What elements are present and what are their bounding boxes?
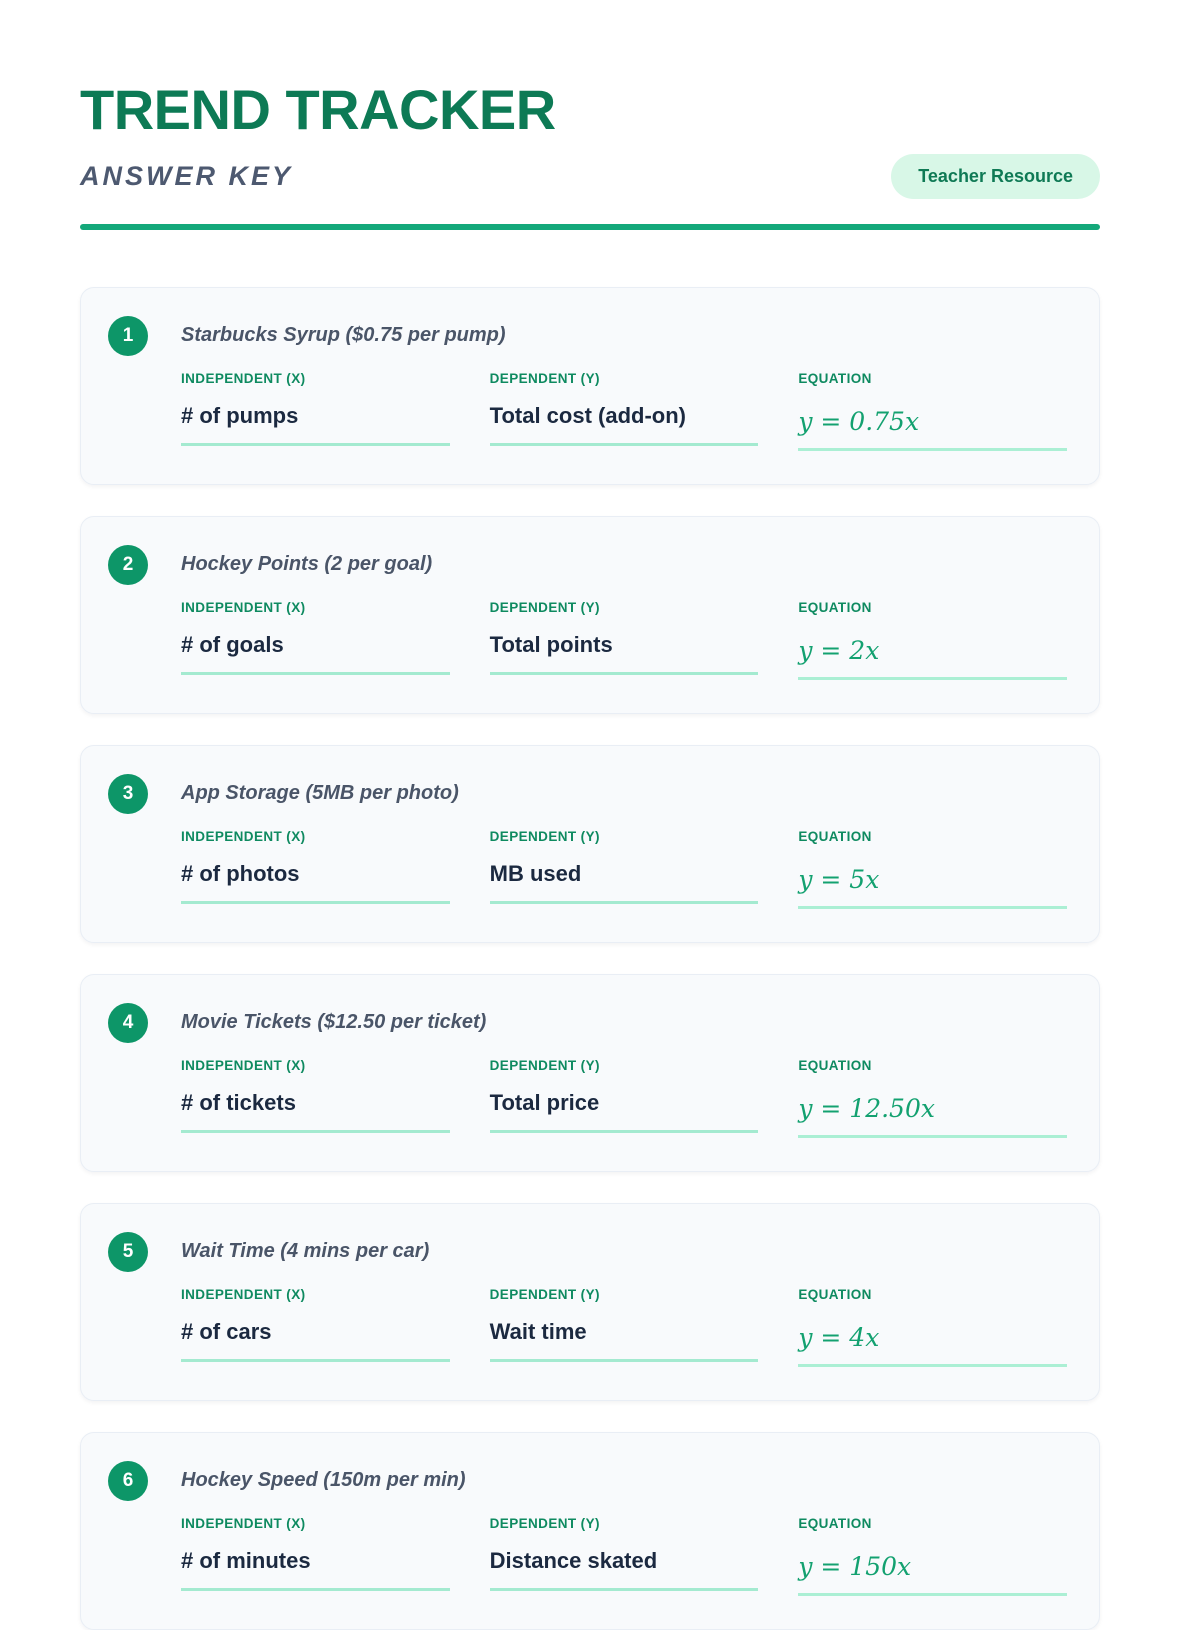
independent-label: INDEPENDENT (X) <box>181 1287 306 1302</box>
dependent-answer: MB used <box>490 861 759 904</box>
independent-answer: # of goals <box>181 632 450 675</box>
independent-answer: # of minutes <box>181 1548 450 1591</box>
dependent-answer: Total cost (add-on) <box>490 403 759 446</box>
equation-label: EQUATION <box>798 600 872 615</box>
independent-answer: # of photos <box>181 861 450 904</box>
independent-label: INDEPENDENT (X) <box>181 829 306 844</box>
problem-card-5 <box>80 1203 1100 1401</box>
problem-number-badge: 5 <box>108 1232 148 1272</box>
equation-column <box>798 600 1067 680</box>
equation-label: EQUATION <box>798 1516 872 1531</box>
independent-column <box>181 1058 450 1138</box>
card-content <box>181 1232 1067 1367</box>
equation-column <box>798 829 1067 909</box>
problem-title: Hockey Points (2 per goal) <box>181 553 433 575</box>
equation-answer: y = 4x <box>798 1319 1067 1367</box>
dependent-label: DEPENDENT (Y) <box>489 371 600 386</box>
dependent-column <box>490 1058 759 1138</box>
equation-answer: y = 12.50x <box>798 1090 1067 1138</box>
answer-columns <box>181 829 1067 909</box>
equation-answer: y = 2x <box>798 632 1067 680</box>
independent-label: INDEPENDENT (X) <box>181 1516 306 1531</box>
equation-answer: y = 5x <box>798 861 1067 909</box>
independent-column <box>181 829 450 909</box>
problem-title: Movie Tickets ($12.50 per ticket) <box>181 1011 487 1033</box>
page-header <box>80 78 1100 230</box>
independent-answer: # of cars <box>181 1319 450 1362</box>
problem-number-badge: 4 <box>108 1003 148 1043</box>
problem-number-badge: 2 <box>108 545 148 585</box>
problem-card-1 <box>80 287 1100 485</box>
equation-label: EQUATION <box>798 371 872 386</box>
card-content <box>181 545 1067 680</box>
dependent-label: DEPENDENT (Y) <box>489 1287 600 1302</box>
problem-card-4 <box>80 974 1100 1172</box>
card-content <box>181 1461 1067 1596</box>
problem-title: Wait Time (4 mins per car) <box>181 1240 430 1262</box>
dependent-label: DEPENDENT (Y) <box>489 829 600 844</box>
independent-label: INDEPENDENT (X) <box>181 1058 306 1073</box>
independent-column <box>181 600 450 680</box>
equation-label: EQUATION <box>798 829 872 844</box>
dependent-label: DEPENDENT (Y) <box>489 1058 600 1073</box>
answer-columns <box>181 1058 1067 1138</box>
equation-column <box>798 371 1067 451</box>
equation-column <box>798 1516 1067 1596</box>
dependent-label: DEPENDENT (Y) <box>489 600 600 615</box>
dependent-column <box>490 1516 759 1596</box>
dependent-answer: Wait time <box>490 1319 759 1362</box>
page-title: TREND TRACKER <box>80 78 556 141</box>
equation-answer: y = 150x <box>798 1548 1067 1596</box>
card-content <box>181 1003 1067 1138</box>
problem-title: App Storage (5MB per photo) <box>181 782 459 804</box>
card-content <box>181 316 1067 451</box>
dependent-answer: Total points <box>490 632 759 675</box>
dependent-column <box>490 829 759 909</box>
card-content <box>181 774 1067 909</box>
independent-column <box>181 1287 450 1367</box>
problem-number-badge: 6 <box>108 1461 148 1501</box>
answer-columns <box>181 600 1067 680</box>
equation-column <box>798 1287 1067 1367</box>
page-subtitle: ANSWER KEY <box>80 161 294 191</box>
dependent-answer: Total price <box>490 1090 759 1133</box>
dependent-label: DEPENDENT (Y) <box>489 1516 600 1531</box>
teacher-resource-badge: Teacher Resource <box>891 154 1100 199</box>
answer-columns <box>181 1287 1067 1367</box>
problem-card-6 <box>80 1432 1100 1630</box>
dependent-column <box>490 600 759 680</box>
header-divider <box>80 224 1100 230</box>
problem-card-list <box>80 287 1100 1630</box>
problem-title: Hockey Speed (150m per min) <box>181 1469 466 1491</box>
equation-label: EQUATION <box>798 1287 872 1302</box>
problem-number-badge: 3 <box>108 774 148 814</box>
equation-label: EQUATION <box>798 1058 872 1073</box>
problem-card-2 <box>80 516 1100 714</box>
problem-title: Starbucks Syrup ($0.75 per pump) <box>181 324 506 346</box>
equation-column <box>798 1058 1067 1138</box>
subtitle-row <box>80 154 1100 199</box>
dependent-column <box>490 1287 759 1367</box>
answer-columns <box>181 371 1067 451</box>
independent-label: INDEPENDENT (X) <box>181 371 306 386</box>
problem-card-3 <box>80 745 1100 943</box>
dependent-column <box>490 371 759 451</box>
independent-answer: # of pumps <box>181 403 450 446</box>
problem-number-badge: 1 <box>108 316 148 356</box>
independent-answer: # of tickets <box>181 1090 450 1133</box>
answer-columns <box>181 1516 1067 1596</box>
independent-column <box>181 371 450 451</box>
independent-label: INDEPENDENT (X) <box>181 600 306 615</box>
dependent-answer: Distance skated <box>490 1548 759 1591</box>
independent-column <box>181 1516 450 1596</box>
equation-answer: y = 0.75x <box>798 403 1067 451</box>
